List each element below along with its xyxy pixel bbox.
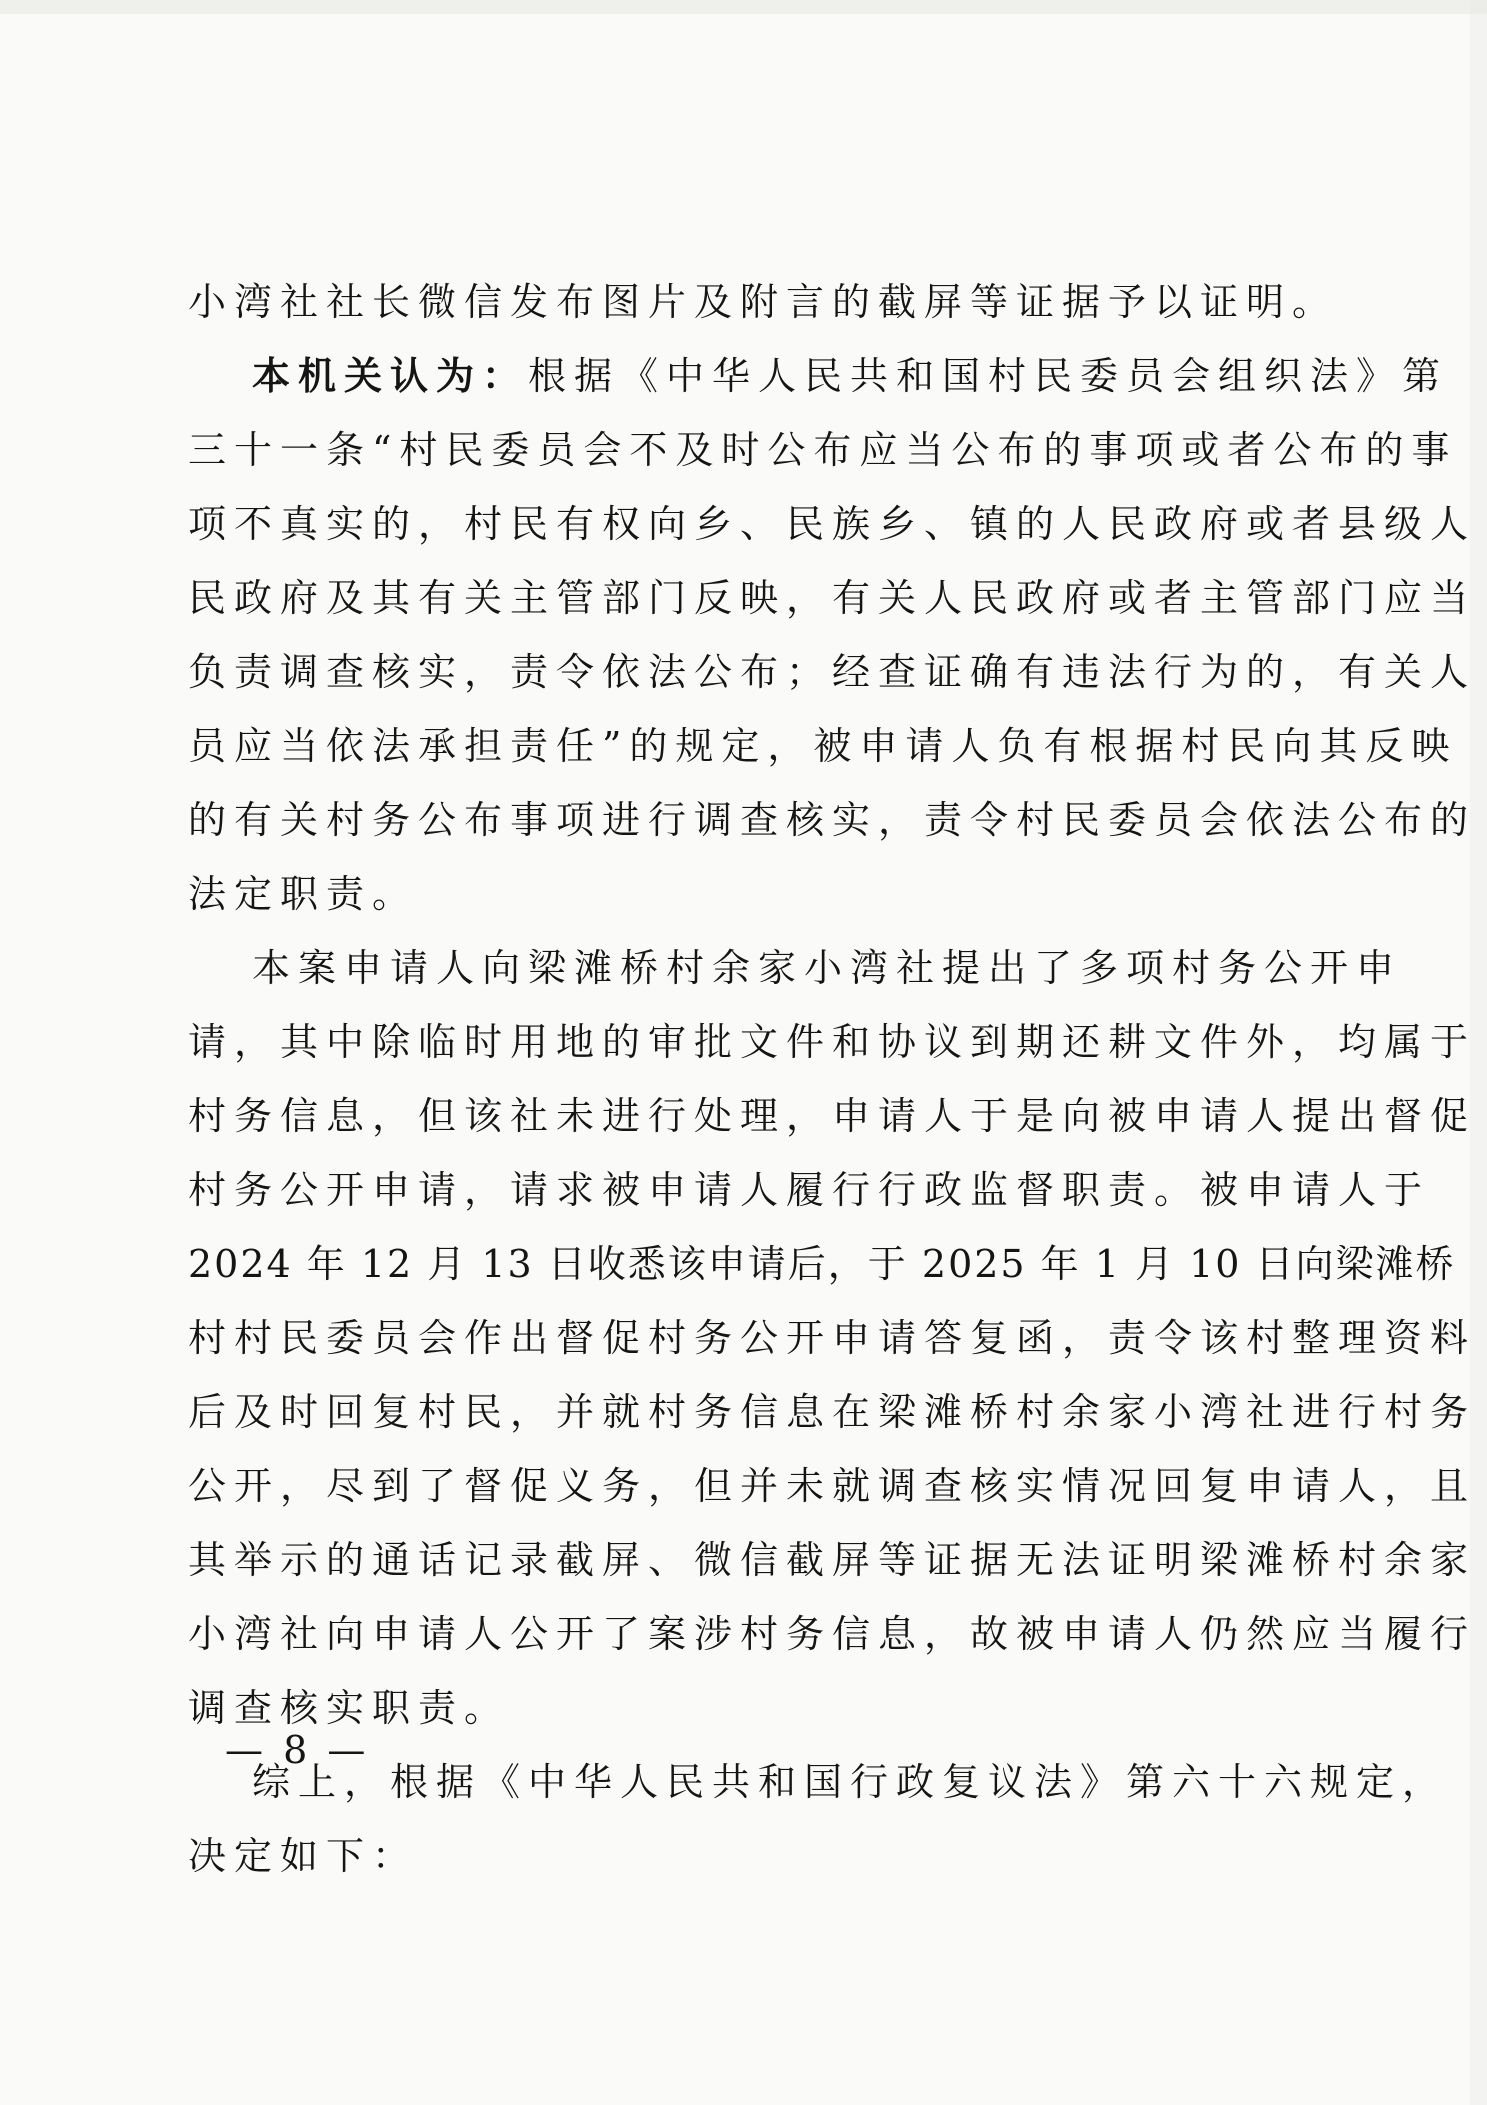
text-line: 其举示的通话记录截屏、微信截屏等证据无法证明梁滩桥村余家	[188, 1538, 1477, 1582]
text-line: 负责调查核实，责令依法公布；经查证确有违法行为的，有关人	[188, 650, 1477, 694]
scan-edge-top	[0, 0, 1487, 14]
text-line: 民政府及其有关主管部门反映，有关人民政府或者主管部门应当	[188, 576, 1477, 620]
text-line: 小湾社向申请人公开了案涉村务信息，故被申请人仍然应当履行	[188, 1612, 1477, 1656]
text-line: 员应当依法承担责任”的规定，被申请人负有根据村民向其反映	[188, 724, 1458, 768]
text-line: 法定职责。	[188, 872, 419, 916]
document-body	[188, 265, 1477, 1893]
section-lead: 本机关认为：	[252, 354, 529, 398]
text-line: 村务信息，但该社未进行处理，申请人于是向被申请人提出督促	[188, 1094, 1477, 1138]
text-line: 综上，根据《中华人民共和国行政复议法》第六十六规定，	[252, 1760, 1449, 1804]
text-line: 三十一条“村民委员会不及时公布应当公布的事项或者公布的事	[188, 428, 1458, 472]
text-fragment: 根据《中华人民共和国村民委员会组织法》第	[528, 354, 1449, 398]
text-line: 项不真实的，村民有权向乡、民族乡、镇的人民政府或者县级人	[188, 502, 1477, 546]
text-line: 请，其中除临时用地的审批文件和协议到期还耕文件外，均属于	[188, 1020, 1477, 1064]
text-line: 村村民委员会作出督促村务公开申请答复函，责令该村整理资料	[188, 1316, 1477, 1360]
text-line: 决定如下：	[188, 1834, 419, 1878]
text-line: 调查核实职责。	[188, 1686, 511, 1730]
text-line: 公开，尽到了督促义务，但并未就调查核实情况回复申请人，且	[188, 1464, 1477, 1508]
text-line: 后及时回复村民，并就村务信息在梁滩桥村余家小湾社进行村务	[188, 1390, 1477, 1434]
text-line: 的有关村务公布事项进行调查核实，责令村民委员会依法公布的	[188, 798, 1477, 842]
page-number: — 8 —	[225, 1728, 370, 1772]
text-line	[188, 339, 1449, 413]
text-line: 2024 年 12 月 13 日收悉该申请后，于 2025 年 1 月 10 日向梁滩桥	[188, 1242, 1456, 1286]
text-line: 本案申请人向梁滩桥村余家小湾社提出了多项村务公开申	[252, 946, 1403, 990]
text-line: 村务公开申请，请求被申请人履行行政监督职责。被申请人于	[188, 1168, 1431, 1212]
text-line: 小湾社社长微信发布图片及附言的截屏等证据予以证明。	[188, 280, 1339, 324]
